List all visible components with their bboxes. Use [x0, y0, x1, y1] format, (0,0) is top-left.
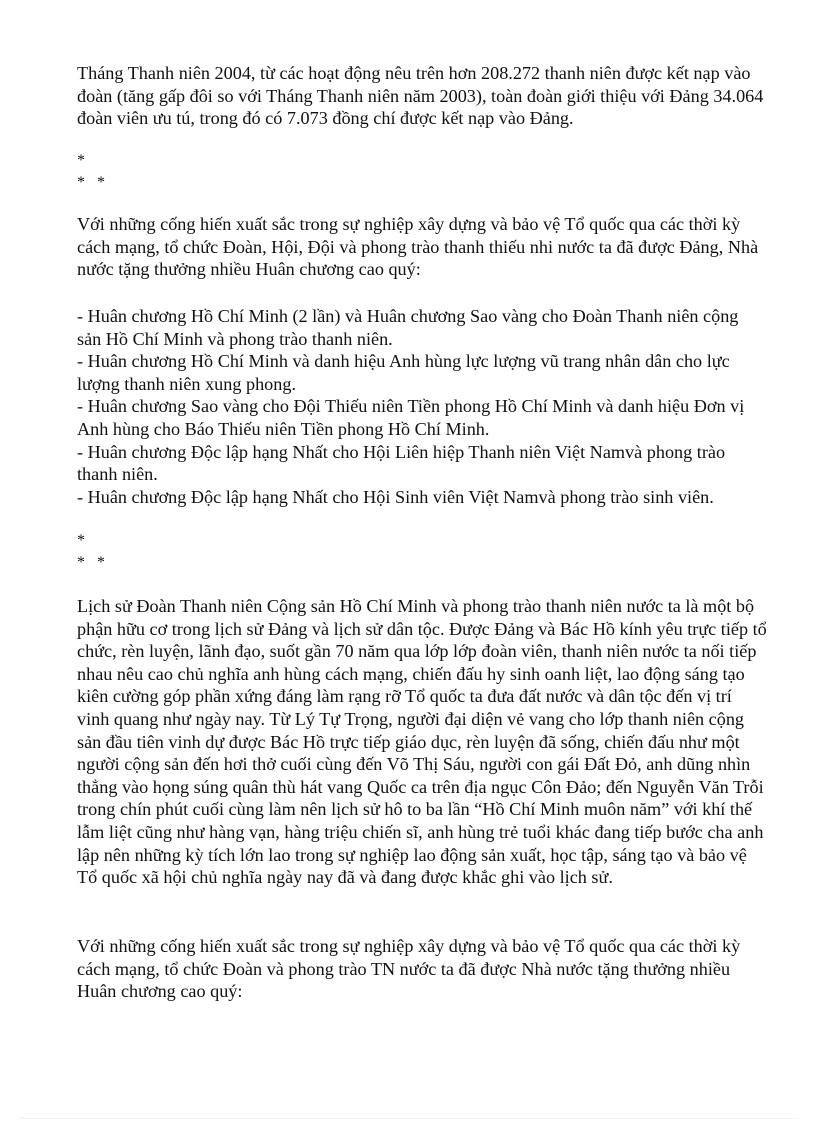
paragraph-text: Với những cống hiến xuất sắc trong sự nghiệp xây dựng và bảo vệ Tổ quốc qua các thời kỳ cách mạng, tổ chức Đoàn, Hội, Đội và phong trào thanh thiếu nhi nước ta đã được Đảng, Nhà nước tặng thưởng nhiều Huân chương cao quý: — [77, 214, 759, 280]
awards-list — [77, 305, 767, 508]
paragraph-text: Với những cống hiến xuất sắc trong sự nghiệp xây dựng và bảo vệ Tổ quốc qua các thời kỳ cách mạng, tổ chức Đoàn và phong trào TN nước ta đã được Nhà nước tặng thưởng nhiều Huân chương cao quý: — [77, 936, 741, 1002]
paragraph-text: Tháng Thanh niên 2004, từ các hoạt động nêu trên hơn 208.272 thanh niên được kết nạp vào đoàn (tăng gấp đôi so với Tháng Thanh niên năm 2003), toàn đoàn giới thiệu với Đảng 34.064 đoàn viên ưu tú, trong đó có 7.073 đồng chí được kết nạp vào Đảng. — [77, 63, 764, 129]
paragraph-text: Lịch sử Đoàn Thanh niên Cộng sản Hồ Chí Minh và phong trào thanh niên nước ta là một bộ phận hữu cơ trong lịch sử Đảng và lịch sử dân tộc. Được Đảng và Bác Hồ kính yêu trực tiếp tổ chức, rèn luyện, lãnh đạo, suốt gần 70 năm qua lớp lớp đoàn viên, thanh niên nước ta nối tiếp nhau nêu cao chủ nghĩa anh hùng cách mạng, chiến đấu hy sinh oanh liệt, lao động sáng tạo kiên cường góp phần xứng đáng làm rạng rỡ Tổ quốc ta đưa đất nước và dân tộc đến vị trí vinh quang như ngày nay. Từ Lý Tự Trọng, người đại diện vẻ vang cho lớp thanh niên cộng sản đầu tiên vinh dự được Bác Hồ trực tiếp giáo dục, rèn luyện đã sống, chiến đấu như một người cộng sản đến hơi thở cuối cùng đến Võ Thị Sáu, người con gái Đất Đỏ, anh dũng nhìn thẳng vào họng súng quân thù hát vang Quốc ca trên địa ngục Côn Đảo; đến Nguyễn Văn Trỗi trong chín phút cuối cùng làm nên lịch sử hô to ba lần “Hồ Chí Minh muôn năm” với khí thế lẫm liệt cũng như hàng vạn, hàng triệu chiến sĩ, anh hùng trẻ tuổi khác đang tiếp bước cha anh lập nên những kỳ tích lớn lao trong sự nghiệp lao động sản xuất, học tập, sáng tạo và bảo vệ Tổ quốc xã hội chủ nghĩa ngày nay đã và đang được khắc ghi vào lịch sử. — [77, 596, 767, 888]
paragraph-awards-closing — [77, 935, 767, 1003]
separator-star-top: * — [77, 532, 85, 549]
separator-star-bottom: * * — [77, 174, 105, 191]
separator-star-top: * — [77, 152, 85, 169]
award-item: - Huân chương Sao vàng cho Đội Thiếu niên Tiền phong Hồ Chí Minh và danh hiệu Đơn vị Anh hùng cho Báo Thiếu niên Tiền phong Hồ Chí Minh. — [77, 396, 745, 439]
award-item: - Huân chương Hồ Chí Minh và danh hiệu Anh hùng lực lượng vũ trang nhân dân cho lực lượng thanh niên xung phong. — [77, 351, 730, 394]
award-item: - Huân chương Độc lập hạng Nhất cho Hội Sinh viên Việt Namvà phong trào sinh viên. — [77, 486, 714, 507]
paragraph-history — [77, 595, 767, 889]
paragraph-membership-stats — [77, 62, 767, 130]
award-item: - Huân chương Độc lập hạng Nhất cho Hội Liên hiệp Thanh niên Việt Namvà phong trào thanh niên. — [77, 441, 726, 485]
award-item: - Huân chương Hồ Chí Minh (2 lần) và Huân chương Sao vàng cho Đoàn Thanh niên cộng sản Hồ Chí Minh và phong trào thanh niên. — [77, 306, 739, 349]
paragraph-awards-intro — [77, 213, 767, 281]
page-bottom-edge — [20, 1118, 796, 1119]
separator-star-bottom: * * — [77, 554, 105, 571]
